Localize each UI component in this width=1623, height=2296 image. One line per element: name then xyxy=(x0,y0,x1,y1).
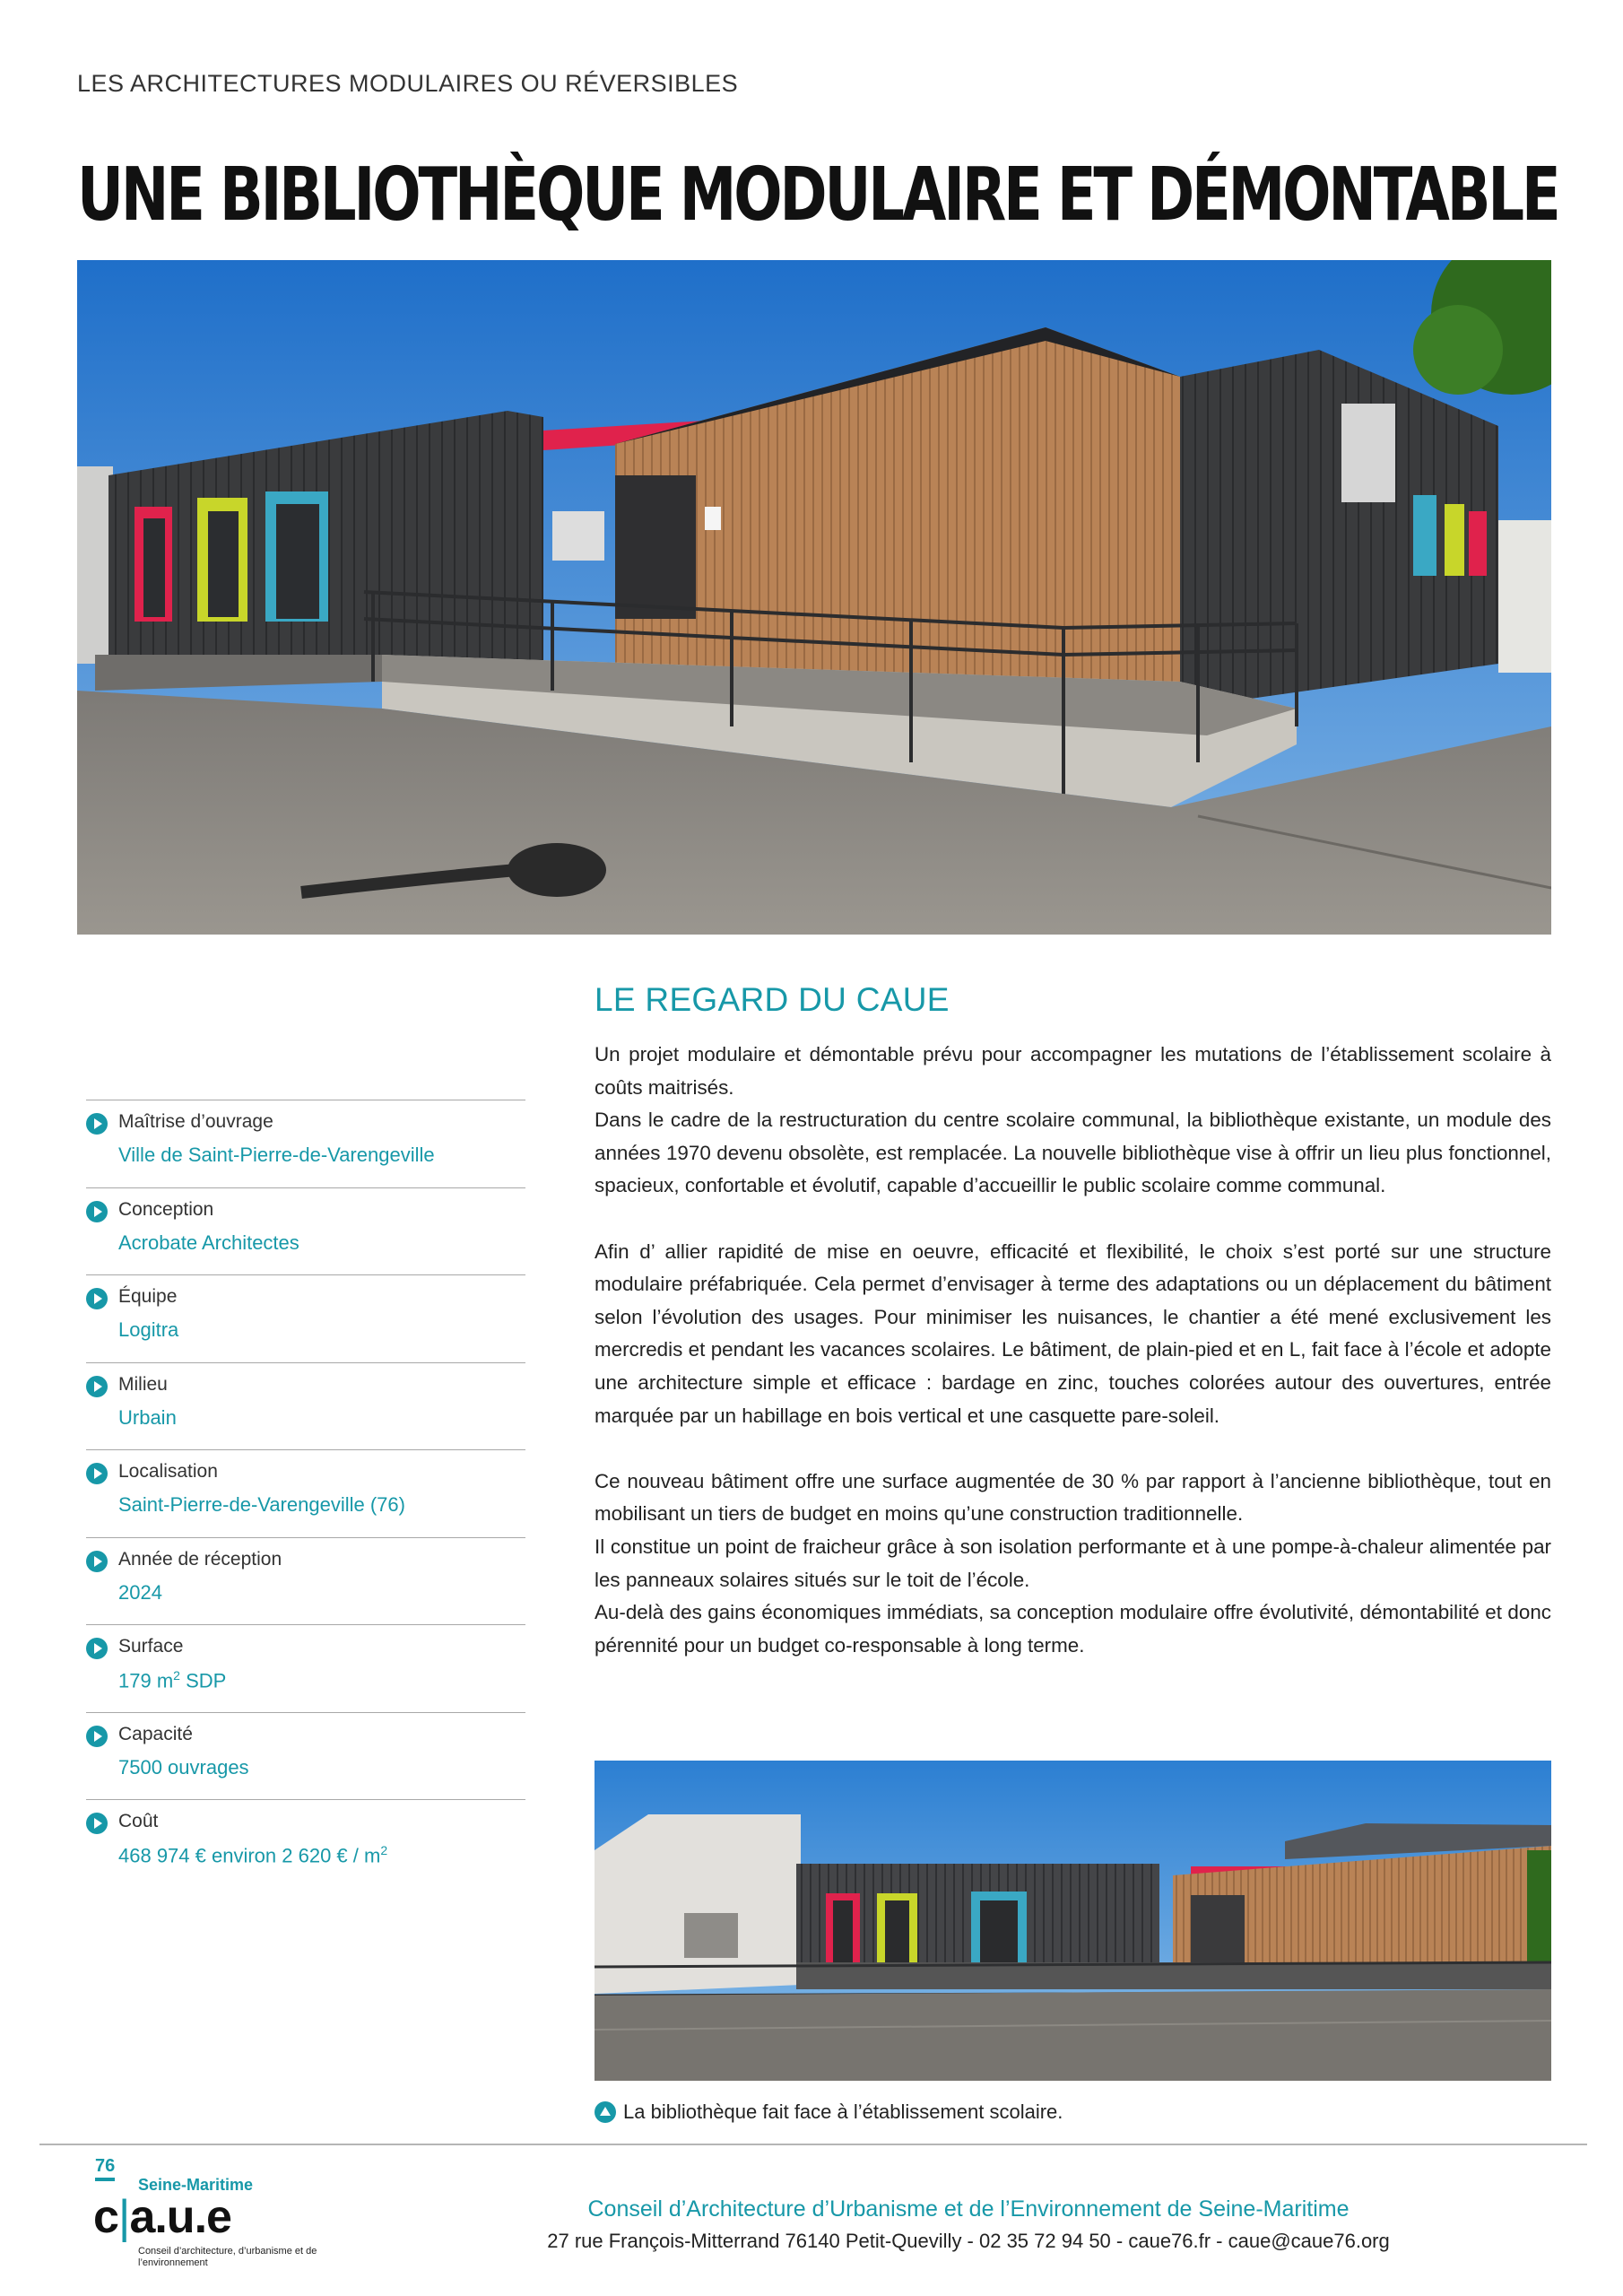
footer-divider xyxy=(39,2144,1587,2145)
secondary-photo xyxy=(595,1761,1551,2081)
info-item-surface xyxy=(86,1624,525,1712)
paragraph: Dans le cadre de la restructuration du centre scolaire communal, la bibliothèque existante, un module des années 1970 devenu obsolète, est remplacée. La nouvelle bibliothèque vise à offrir un lieu plus fonctionnel, spacieux, confortable et évolutif, capable d’accueillir le public scolaire comme communal. xyxy=(595,1109,1551,1197)
info-item-equipe xyxy=(86,1274,525,1362)
info-value-suffix: SDP xyxy=(179,1669,227,1692)
paragraph: Ce nouveau bâtiment offre une surface augmentée de 30 % par rapport à l’ancienne bibliothèque, tout en mobilisant un tiers de budget en moins qu’une construction traditionnelle. xyxy=(595,1469,1551,1526)
info-value: Ville de Saint-Pierre-de-Varengeville xyxy=(118,1144,435,1166)
info-value xyxy=(118,1668,226,1692)
info-value: Acrobate Architectes xyxy=(118,1231,299,1254)
section-heading: LE REGARD DU CAUE xyxy=(595,981,950,1018)
logo-number-bar xyxy=(95,2178,115,2181)
page-title: UNE BIBLIOTHÈQUE MODULAIRE ET DÉMONTABLE xyxy=(77,152,1558,238)
info-value xyxy=(118,1843,387,1867)
info-item-localisation xyxy=(86,1449,525,1537)
caption-text: La bibliothèque fait face à l’établissement scolaire. xyxy=(623,2100,1063,2123)
info-label: Conception xyxy=(118,1198,214,1220)
paragraph: Un projet modulaire et démontable prévu pour accompagner les mutations de l’établissement scolaire à coûts maitrisés. xyxy=(595,1043,1551,1099)
info-label: Surface xyxy=(118,1636,184,1657)
paragraph: Au-delà des gains économiques immédiats, sa conception modulaire offre évolutivité, démontabilité et donc pérennité pour un budget co-responsable à long terme. xyxy=(595,1601,1551,1657)
info-item-capacite xyxy=(86,1712,525,1800)
info-label: Année de réception xyxy=(118,1548,282,1570)
play-icon xyxy=(86,1813,108,1834)
photo-caption xyxy=(595,2100,1063,2124)
section-kicker: LES ARCHITECTURES MODULAIRES OU RÉVERSIBLES xyxy=(77,70,739,97)
info-label: Maîtrise d’ouvrage xyxy=(118,1111,273,1132)
body-text xyxy=(595,1039,1551,1662)
info-value-sup: 2 xyxy=(173,1668,180,1683)
project-info-list xyxy=(86,1100,525,1887)
play-icon xyxy=(86,1288,108,1309)
footer-address: 27 rue François-Mitterrand 76140 Petit-Quevilly - 02 35 72 94 50 - caue76.fr - caue@caue76.org xyxy=(547,2230,1390,2252)
info-value: 2024 xyxy=(118,1580,162,1604)
caue-logo xyxy=(90,2152,341,2278)
info-label: Capacité xyxy=(118,1723,193,1744)
play-icon xyxy=(86,1551,108,1572)
info-value-sup: 2 xyxy=(380,1843,388,1857)
info-item-conception xyxy=(86,1187,525,1275)
info-item-cout xyxy=(86,1799,525,1887)
logo-number: 76 xyxy=(95,2156,116,2176)
play-icon xyxy=(86,1726,108,1747)
logo-word-right: a.u.e xyxy=(129,2191,231,2243)
info-label: Coût xyxy=(118,1811,159,1831)
logo-separator: | xyxy=(117,2191,130,2243)
play-icon xyxy=(86,1638,108,1659)
logo-word-left: c xyxy=(93,2191,118,2243)
info-value: Urbain xyxy=(118,1405,177,1429)
info-label: Localisation xyxy=(118,1461,218,1482)
info-value: Logitra xyxy=(118,1318,179,1341)
logo-department: Seine-Maritime xyxy=(138,2176,254,2194)
hero-photo xyxy=(77,260,1551,935)
paragraph: Afin d’ allier rapidité de mise en oeuvre, efficacité et flexibilité, le choix s’est porté sur une structure modulaire préfabriquée. Cela permet d’envisager à terme des adaptations ou un déplacement du bâtiment selon l’évolution des usages. Pour minimiser les nuisances, le chantier a été mené exclusivement les mercredis et pendant les vacances scolaires. Le bâtiment, de plain-pied et en L, fait face à l’école et adopte une architecture simple et efficace : bardage en zinc, touches colorées autour des ouvertures, entrée marquée par un habillage en bois vertical et une casquette pare-soleil. xyxy=(595,1239,1551,1427)
footer-organisation: Conseil d’Architecture d’Urbanisme et de l’Environnement de Seine-Maritime xyxy=(587,2196,1350,2222)
info-value: 7500 ouvrages xyxy=(118,1755,249,1779)
play-icon xyxy=(86,1463,108,1484)
info-item-milieu xyxy=(86,1362,525,1450)
paragraph: Il constitue un point de fraicheur grâce à son isolation performante et à une pompe-à-chaleur alimentée par les panneaux solaires situés sur le toit de l’école. xyxy=(595,1535,1551,1591)
info-value-main: 179 m xyxy=(118,1669,174,1692)
info-value-main: 468 974 € environ 2 620 € / m xyxy=(118,1844,381,1867)
info-item-annee xyxy=(86,1537,525,1625)
logo-wordmark xyxy=(93,2190,231,2244)
logo-tagline: Conseil d’architecture, d’urbanisme et de l’environnement xyxy=(138,2246,317,2268)
play-icon xyxy=(86,1376,108,1397)
info-label: Milieu xyxy=(118,1373,168,1395)
info-label: Équipe xyxy=(118,1286,178,1307)
triangle-up-icon xyxy=(595,2101,616,2123)
info-value: Saint-Pierre-de-Varengeville (76) xyxy=(118,1493,405,1516)
play-icon xyxy=(86,1201,108,1222)
info-item-maitrise xyxy=(86,1100,525,1187)
play-icon xyxy=(86,1113,108,1135)
